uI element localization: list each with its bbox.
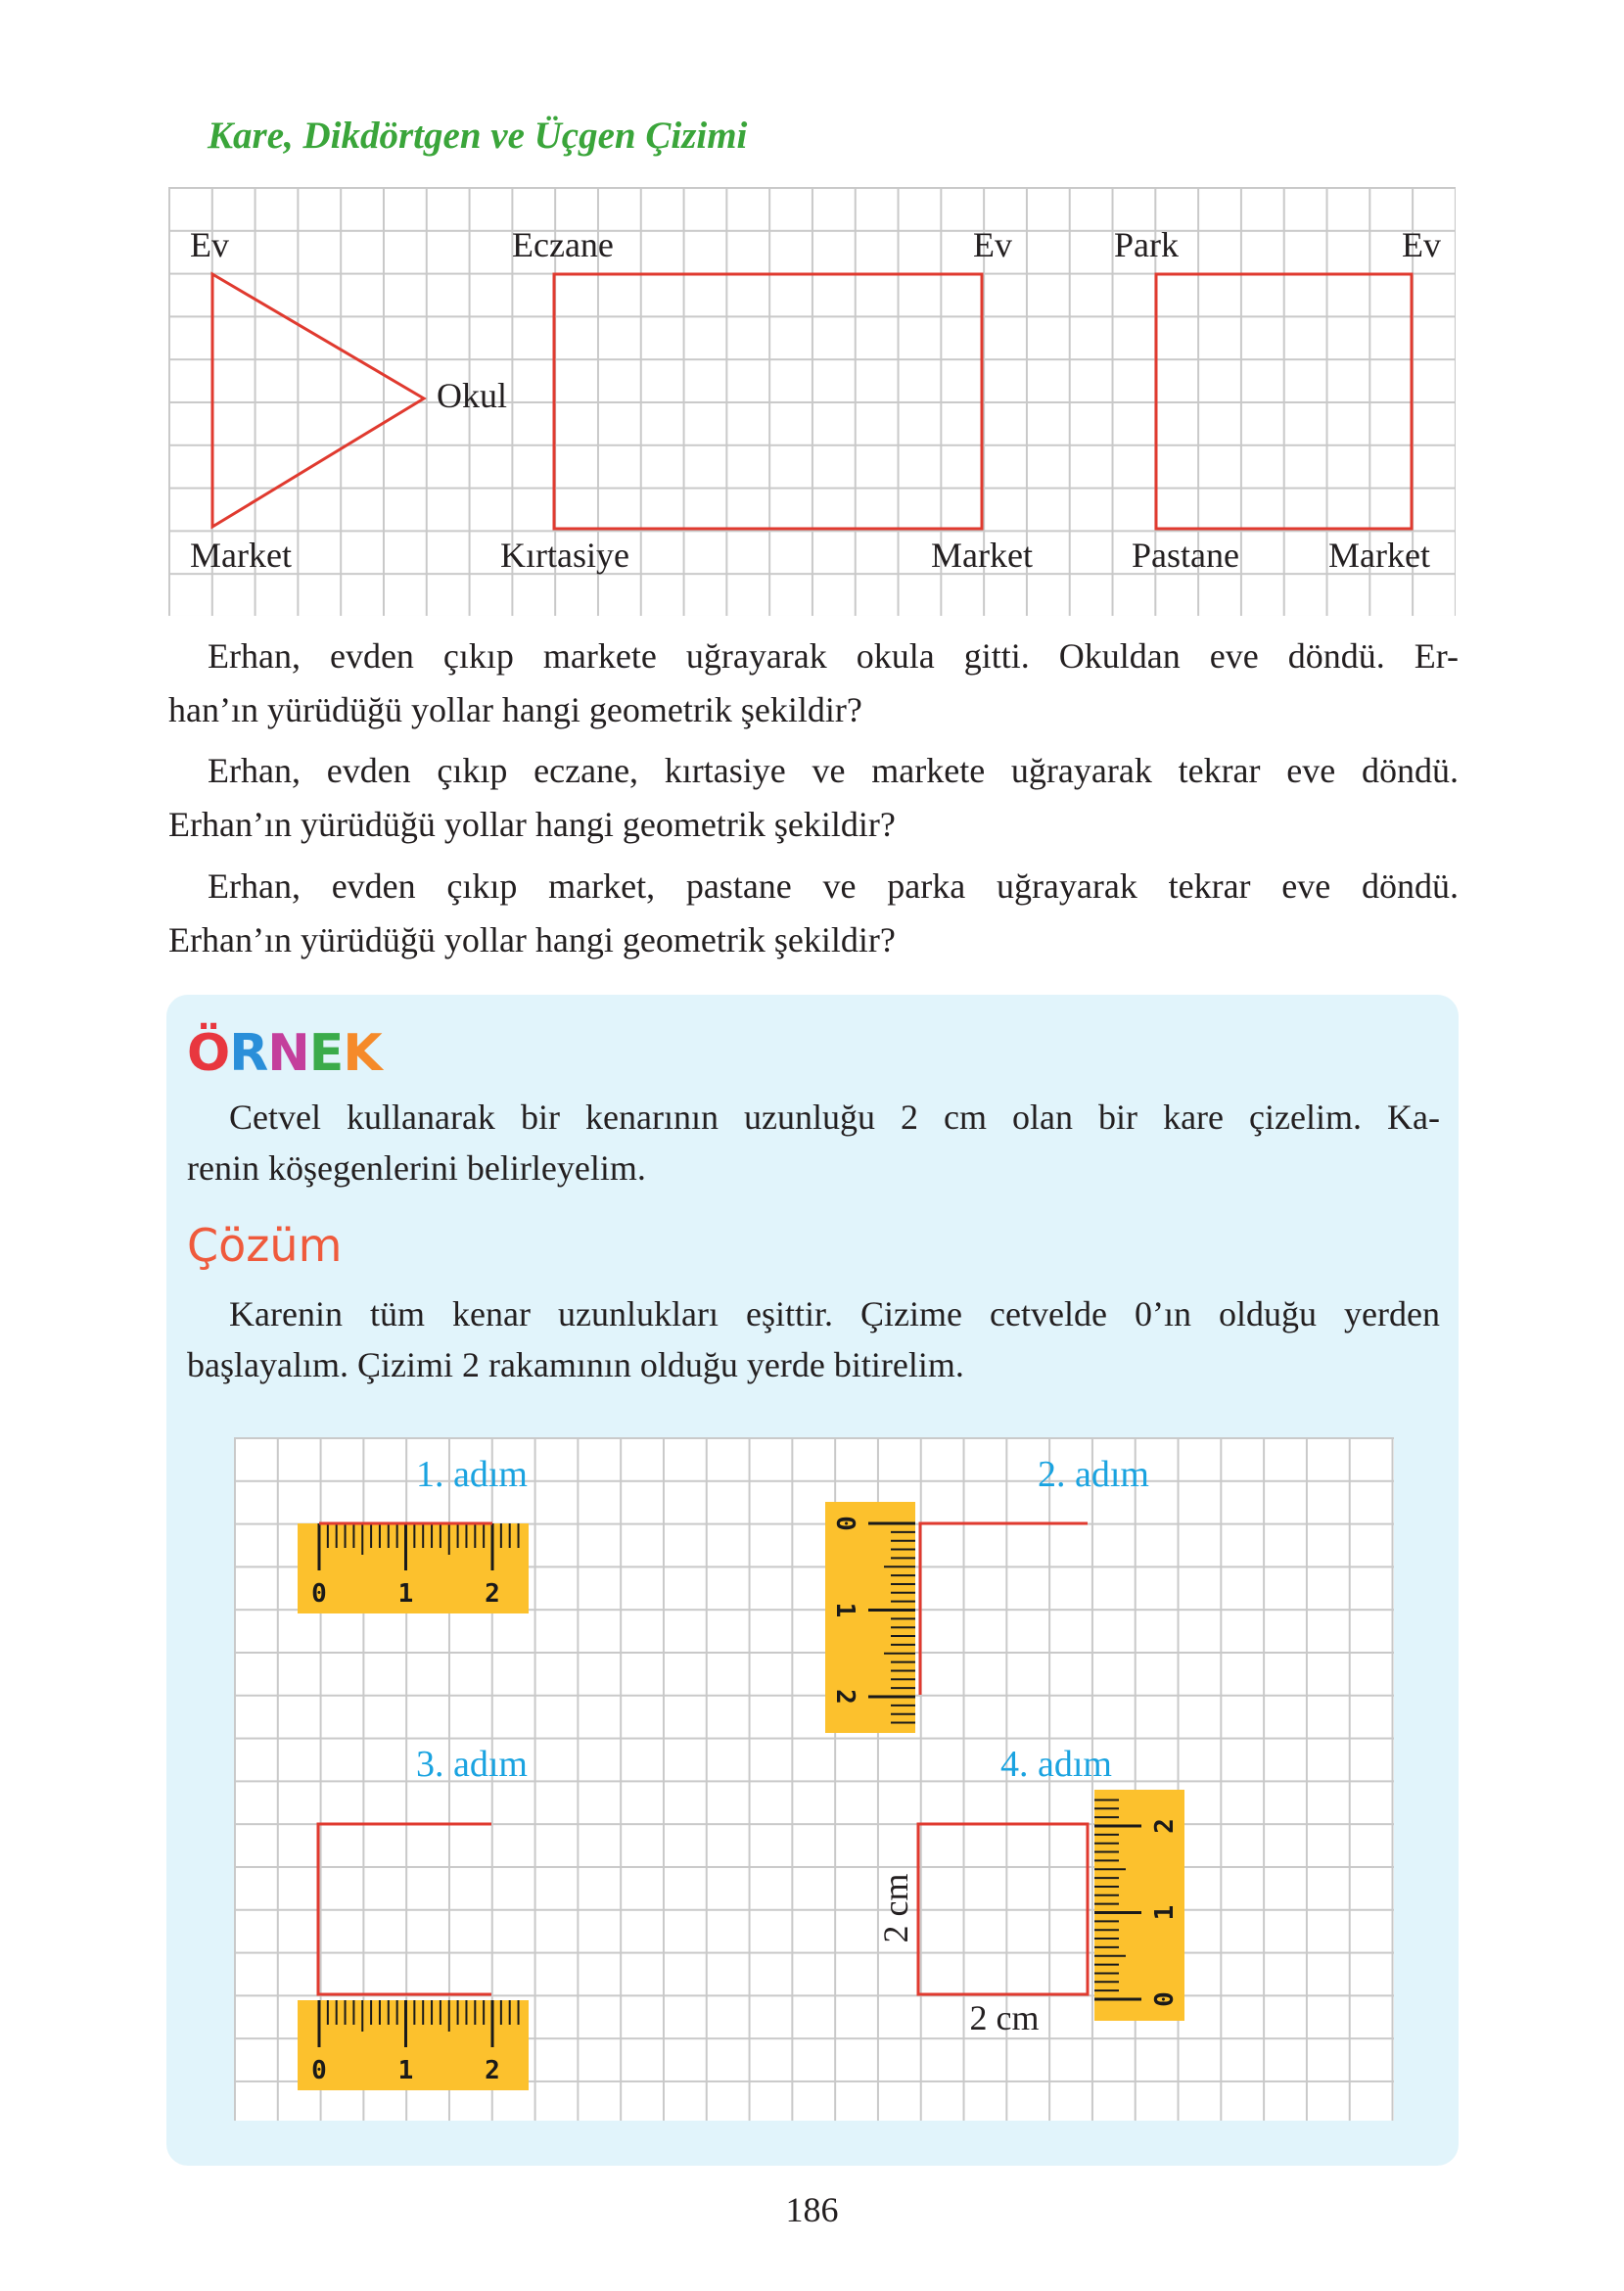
label-market-triangle: Market <box>190 536 292 575</box>
heading-letter: E <box>308 1024 344 1083</box>
step-2-label: 2. adım <box>1038 1454 1149 1495</box>
label-market-rectangle: Market <box>931 536 1033 575</box>
heading-letter: R <box>229 1024 268 1083</box>
step-2-lines <box>920 1523 1088 1695</box>
label-eczane: Eczane <box>512 225 614 264</box>
question-line: Erhan’ın yürüdüğü yollar hangi geometrik şekildir? <box>168 920 896 959</box>
question-line: han’ın yürüdüğü yollar hangi geometrik şekildir? <box>168 690 862 729</box>
step-1-label: 1. adım <box>416 1454 528 1495</box>
label-market-square: Market <box>1328 536 1430 575</box>
ruler-number: 2 <box>830 1689 859 1705</box>
side-length-vertical: 2 cm <box>876 1873 915 1943</box>
step-4-label: 4. adım <box>1000 1744 1112 1785</box>
heading-letter: N <box>267 1024 309 1083</box>
step-3-label: 3. adım <box>416 1744 528 1785</box>
example-line: Cetvel kullanarak bir kenarının uzunluğu 2 cm olan bir kare çizelim. Ka- <box>229 1098 1440 1137</box>
section-title: Kare, Dikdörtgen ve Üçgen Çizimi <box>208 115 748 157</box>
question-line: Erhan, evden çıkıp markete uğrayarak okula gitti. Okuldan eve döndü. Er- <box>208 636 1459 676</box>
solution-line: başlayalım. Çizimi 2 rakamının olduğu yerde bitirelim. <box>187 1345 964 1384</box>
ruler-number: 0 <box>311 2056 327 2085</box>
ruler-number: 2 <box>485 1579 500 1609</box>
side-length-horizontal: 2 cm <box>969 1998 1040 2037</box>
solution-line: Karenin tüm kenar uzunlukları eşittir. Çizime cetvelde 0’ın olduğu yerden <box>229 1294 1440 1333</box>
ruler-number: 2 <box>485 2056 500 2085</box>
heading-letter: K <box>343 1024 382 1083</box>
label-kirtasiye: Kırtasiye <box>500 536 629 575</box>
ruler-number: 1 <box>397 2056 414 2085</box>
question-line: Erhan, evden çıkıp eczane, kırtasiye ve markete uğrayarak tekrar eve döndü. <box>208 751 1459 790</box>
label-ev-rectangle: Ev <box>973 225 1012 264</box>
label-ev-square: Ev <box>1402 225 1441 264</box>
ruler-number: 0 <box>830 1516 859 1531</box>
ruler-number: 1 <box>1150 1904 1180 1921</box>
ruler-number: 2 <box>1150 1818 1180 1834</box>
label-park: Park <box>1114 225 1179 264</box>
label-pastane: Pastane <box>1132 536 1239 575</box>
question-line: Erhan, evden çıkıp market, pastane ve parka uğrayarak tekrar eve döndü. <box>208 866 1459 906</box>
ruler-number: 1 <box>830 1602 859 1618</box>
step-3-lines <box>318 1824 491 1994</box>
solution-heading: Çözüm <box>187 1219 343 1272</box>
label-ev-triangle: Ev <box>190 225 229 264</box>
example-line: renin köşegenlerini belirleyelim. <box>187 1148 646 1188</box>
page-number: 186 <box>785 2190 839 2229</box>
ruler-number: 1 <box>397 1579 414 1609</box>
step-4-square <box>918 1824 1088 1994</box>
label-okul: Okul <box>437 376 507 415</box>
ruler-number: 0 <box>1150 1991 1180 2007</box>
ruler-number: 0 <box>311 1579 327 1609</box>
heading-letter: Ö <box>187 1024 230 1083</box>
question-line: Erhan’ın yürüdüğü yollar hangi geometrik şekildir? <box>168 805 896 844</box>
